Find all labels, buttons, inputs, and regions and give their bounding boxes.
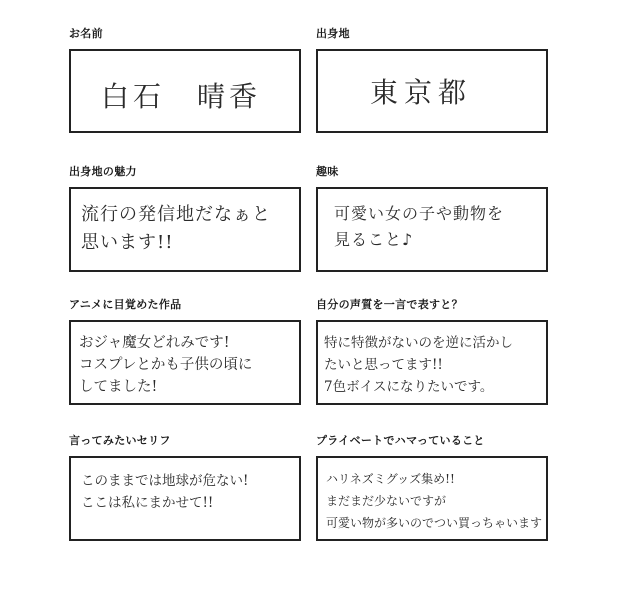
- answer-line: ここは私にまかせて!!: [81, 495, 214, 511]
- handwritten-answer: [101, 75, 261, 115]
- answer-line: ハリネズミグッズ集め!!: [326, 472, 455, 486]
- answer-box: [316, 187, 548, 272]
- answer-line: コスプレとかも子供の頃に: [79, 357, 253, 373]
- answer-box: [69, 187, 301, 272]
- handwritten-answer: [326, 468, 542, 534]
- field-label: 出身地: [316, 27, 350, 40]
- handwritten-answer: [81, 201, 271, 257]
- answer-box: [69, 456, 301, 541]
- answer-box: [69, 49, 301, 133]
- handwritten-answer: [370, 71, 472, 111]
- answer-line: まだまだ少ないですが: [326, 494, 447, 508]
- answer-line: してました!: [79, 379, 158, 395]
- field-label: お名前: [69, 27, 103, 40]
- answer-box: [69, 320, 301, 405]
- field-label: 自分の声質を一言で表すと？: [316, 298, 463, 311]
- answer-line: 思います!!: [81, 232, 174, 253]
- answer-box: [316, 49, 548, 133]
- answer-line: このままでは地球が危ない!: [81, 473, 249, 489]
- handwritten-answer: [81, 470, 248, 514]
- field-label: アニメに目覚めた作品: [69, 298, 182, 311]
- answer-line: たいと思ってます!!: [324, 357, 443, 373]
- answer-box: [316, 456, 548, 541]
- handwritten-answer: [334, 201, 504, 253]
- field-label: 趣味: [316, 165, 339, 178]
- answer-box: [316, 320, 548, 405]
- answer-line: 流行の発信地だなぁと: [81, 204, 271, 225]
- handwritten-answer: [79, 332, 252, 398]
- answer-line: 見ること♪: [334, 230, 414, 249]
- answer-line: おジャ魔女どれみです!: [79, 335, 230, 351]
- field-label: 出身地の魅力: [69, 165, 137, 178]
- answer-line: 白石 晴香: [101, 80, 262, 113]
- answer-line: 特に特徴がないのを逆に活かし: [324, 335, 513, 351]
- handwritten-answer: [324, 332, 513, 398]
- field-label: プライベートでハマっていること: [316, 434, 485, 447]
- answer-line: 可愛い物が多いのでつい買っちゃいます: [326, 516, 543, 530]
- answer-line: 7色ボイスになりたいです。: [324, 379, 494, 395]
- field-label: 言ってみたいセリフ: [69, 434, 171, 447]
- answer-line: 東京都: [370, 76, 473, 109]
- answer-line: 可愛い女の子や動物を: [334, 204, 505, 223]
